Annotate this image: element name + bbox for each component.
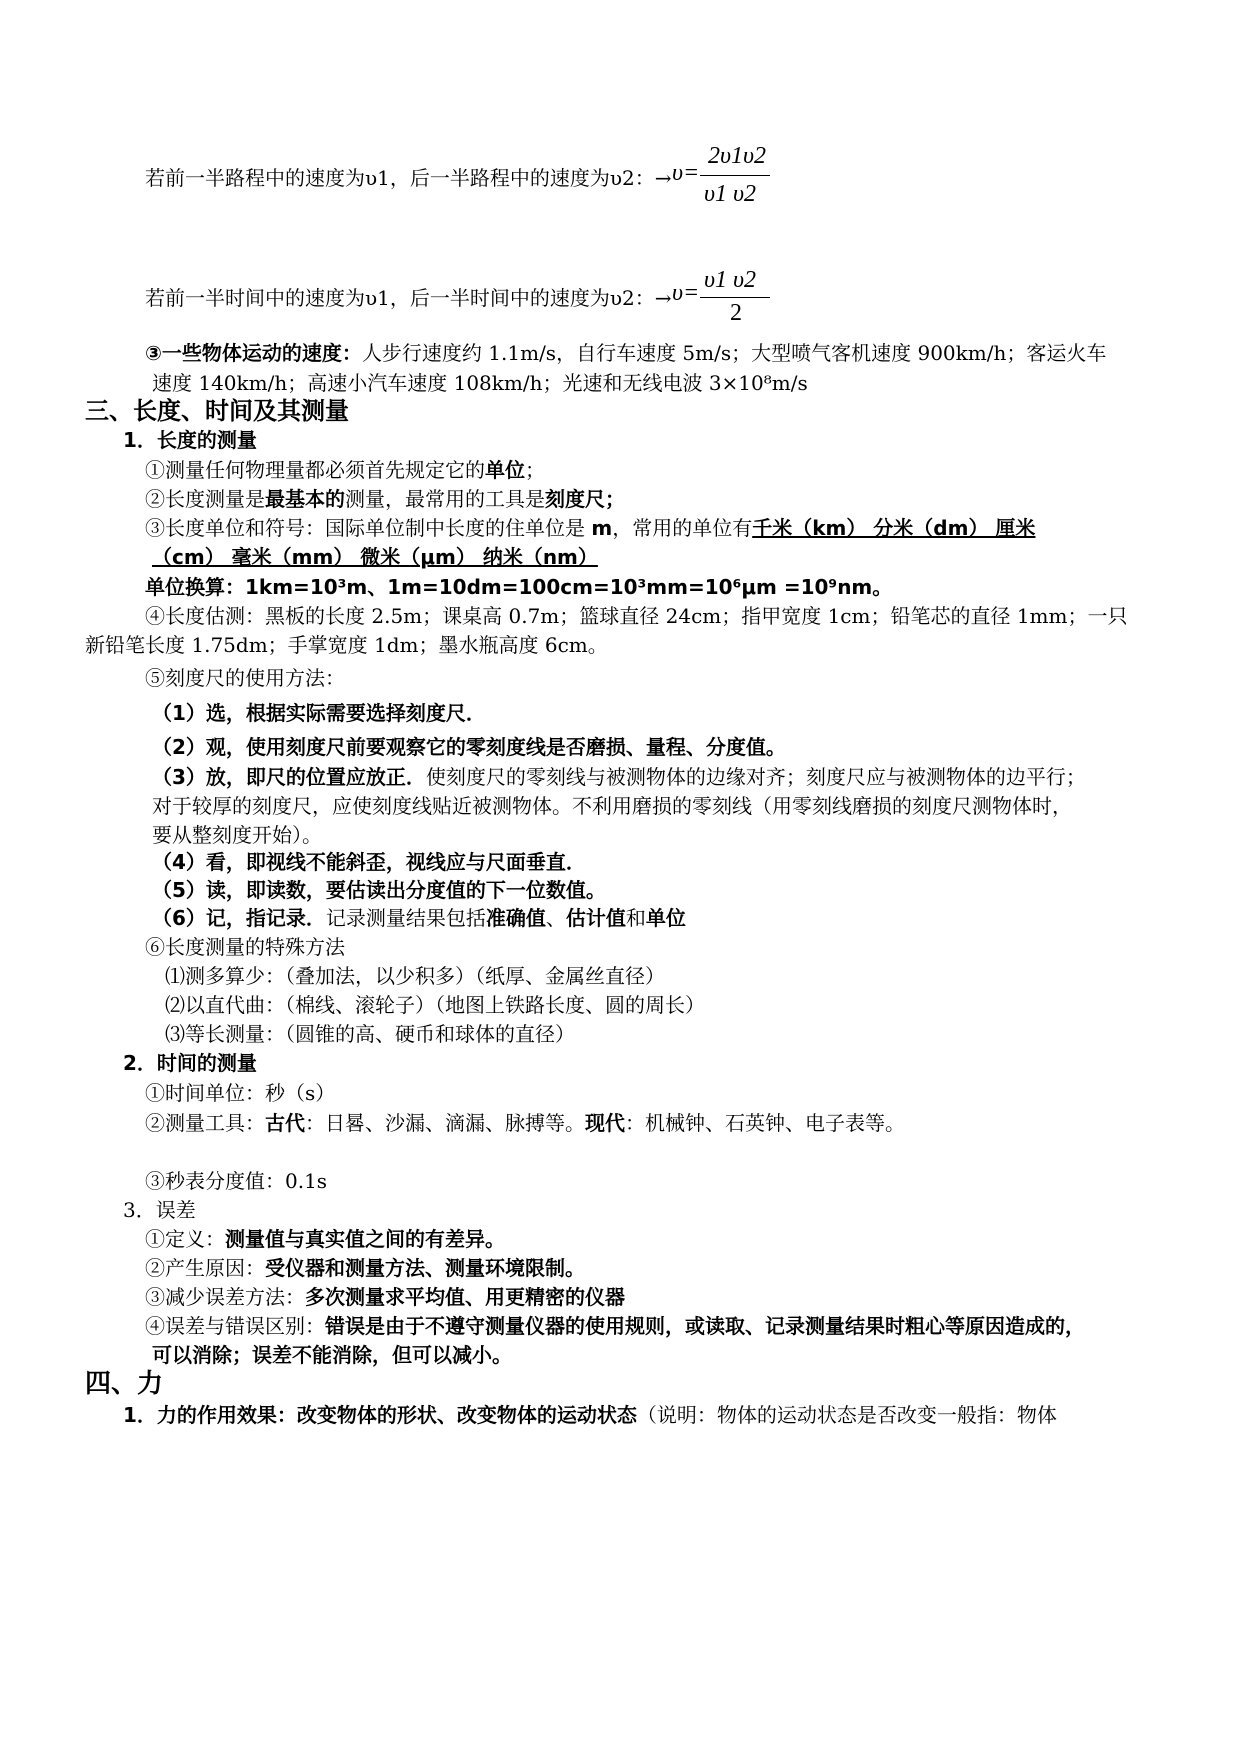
error-definition: ①定义：测量值与真实值之间的有差异。 [145, 1227, 505, 1251]
speeds-line-1 [145, 338, 1106, 368]
formula-2-lhs: υ= [672, 280, 700, 306]
special-method-1: ⑴测多算少：（叠加法，以少积多）（纸厚、金属丝直径） [165, 964, 665, 988]
formula-1-bar [700, 175, 770, 176]
speeds-text-1: 人步行速度约 1.1m/s，自行车速度 5m/s；大型喷气客机速度 900km/h；客运火车 [361, 341, 1107, 365]
formula-1-denominator: υ1 υ2 [704, 181, 757, 207]
special-methods-title: ⑥长度测量的特殊方法 [145, 935, 345, 959]
length-units-underlined-2: （cm） 毫米（mm） 微米（μm） 纳米（nm） [152, 545, 598, 569]
error-cause: ②产生原因：受仪器和测量方法、测量环境限制。 [145, 1256, 585, 1280]
section-4-title: 四、力 [85, 1369, 164, 1399]
special-method-2: ⑵以直代曲：（棉线、滚轮子）（地图上铁路长度、圆的周长） [165, 993, 705, 1017]
avg-speed-line-2: 若前一半时间中的速度为υ1，后一半时间中的速度为υ2：→ [145, 286, 672, 310]
ruler-step-5: （5）读，即读数，要估读出分度值的下一位数值。 [152, 878, 606, 902]
length-p3: ③长度单位和符号：国际单位制中长度的住单位是 m，常用的单位有千米（km） 分米（dm） 厘米 [145, 516, 1036, 540]
formula-2-numerator: υ1 υ2 [704, 267, 757, 293]
length-p1: ①测量任何物理量都必须首先规定它的单位； [145, 458, 545, 482]
stopwatch-resolution: ③秒表分度值：0.1s [145, 1169, 328, 1193]
ruler-step-6: （6）记，指记录．记录测量结果包括准确值、估计值和单位 [152, 906, 686, 930]
formula-1-lhs: υ= [672, 160, 700, 186]
length-estimate-1: ④长度估测：黑板的长度 2.5m；课桌高 0.7m；篮球直径 24cm；指甲宽度 1cm；铅笔芯的直径 1mm；一只 [145, 604, 1128, 628]
section-3-title: 三、长度、时间及其测量 [85, 397, 349, 425]
time-title: 2．时间的测量 [123, 1051, 257, 1075]
ruler-usage-title: ⑤刻度尺的使用方法： [145, 666, 345, 690]
time-unit: ①时间单位：秒（s） [145, 1081, 336, 1105]
error-vs-mistake-cont: 可以消除；误差不能消除，但可以减小。 [152, 1343, 512, 1367]
length-units-underlined-1: 千米（km） 分米（dm） 厘米 [752, 516, 1036, 540]
length-p2: ②长度测量是最基本的测量，最常用的工具是刻度尺； [145, 487, 625, 511]
ruler-step-4: （4）看，即视线不能斜歪，视线应与尺面垂直． [152, 850, 586, 874]
error-title: 3．误差 [123, 1198, 196, 1222]
ruler-step-2: （2）观，使用刻度尺前要观察它的零刻度线是否磨损、量程、分度值。 [152, 735, 786, 759]
avg-speed-line-1: 若前一半路程中的速度为υ1，后一半路程中的速度为υ2：→ [145, 166, 672, 190]
formula-2-denominator: 2 [730, 300, 742, 326]
speeds-label: ③一些物体运动的速度： [145, 341, 362, 365]
time-tools: ②测量工具：古代：日晷、沙漏、滴漏、脉搏等。现代：机械钟、石英钟、电子表等。 [145, 1111, 905, 1135]
ruler-step-3-cont-1: 对于较厚的刻度尺，应使刻度线贴近被测物体。不利用磨损的零刻线（用零刻线磨损的刻度尺测物体时， [152, 794, 1072, 818]
length-title: 1．长度的测量 [123, 428, 257, 452]
formula-1-numerator: 2υ1υ2 [708, 143, 767, 169]
ruler-step-3-cont-2: 要从整刻度开始）。 [152, 823, 322, 847]
ruler-step-1: （1）选，根据实际需要选择刻度尺． [152, 701, 486, 725]
speeds-line-2: 速度 140km/h；高速小汽车速度 108km/h；光速和无线电波 3×10⁸m/s [152, 371, 808, 395]
unit-conversion: 单位换算：1km=10³m、1m=10dm=100cm=10³mm=10⁶μm =10⁹nm。 [145, 575, 893, 599]
error-reduction: ③减少误差方法：多次测量求平均值、用更精密的仪器 [145, 1285, 625, 1309]
special-method-3: ⑶等长测量：（圆锥的高、硬币和球体的直径） [165, 1022, 575, 1046]
length-estimate-2: 新铅笔长度 1.75dm；手掌宽度 1dm；墨水瓶高度 6cm。 [85, 633, 608, 657]
force-effect: 1．力的作用效果：改变物体的形状、改变物体的运动状态（说明：物体的运动状态是否改变一般指：物体 [123, 1403, 1057, 1427]
formula-2-bar [700, 297, 770, 298]
ruler-step-3: （3）放，即尺的位置应放正．使刻度尺的零刻线与被测物体的边缘对齐；刻度尺应与被测物体的边平行； [152, 765, 1086, 789]
length-p3-cont [152, 542, 598, 572]
error-vs-mistake: ④误差与错误区别：错误是由于不遵守测量仪器的使用规则，或读取、记录测量结果时粗心等原因造成的， [145, 1314, 1085, 1338]
